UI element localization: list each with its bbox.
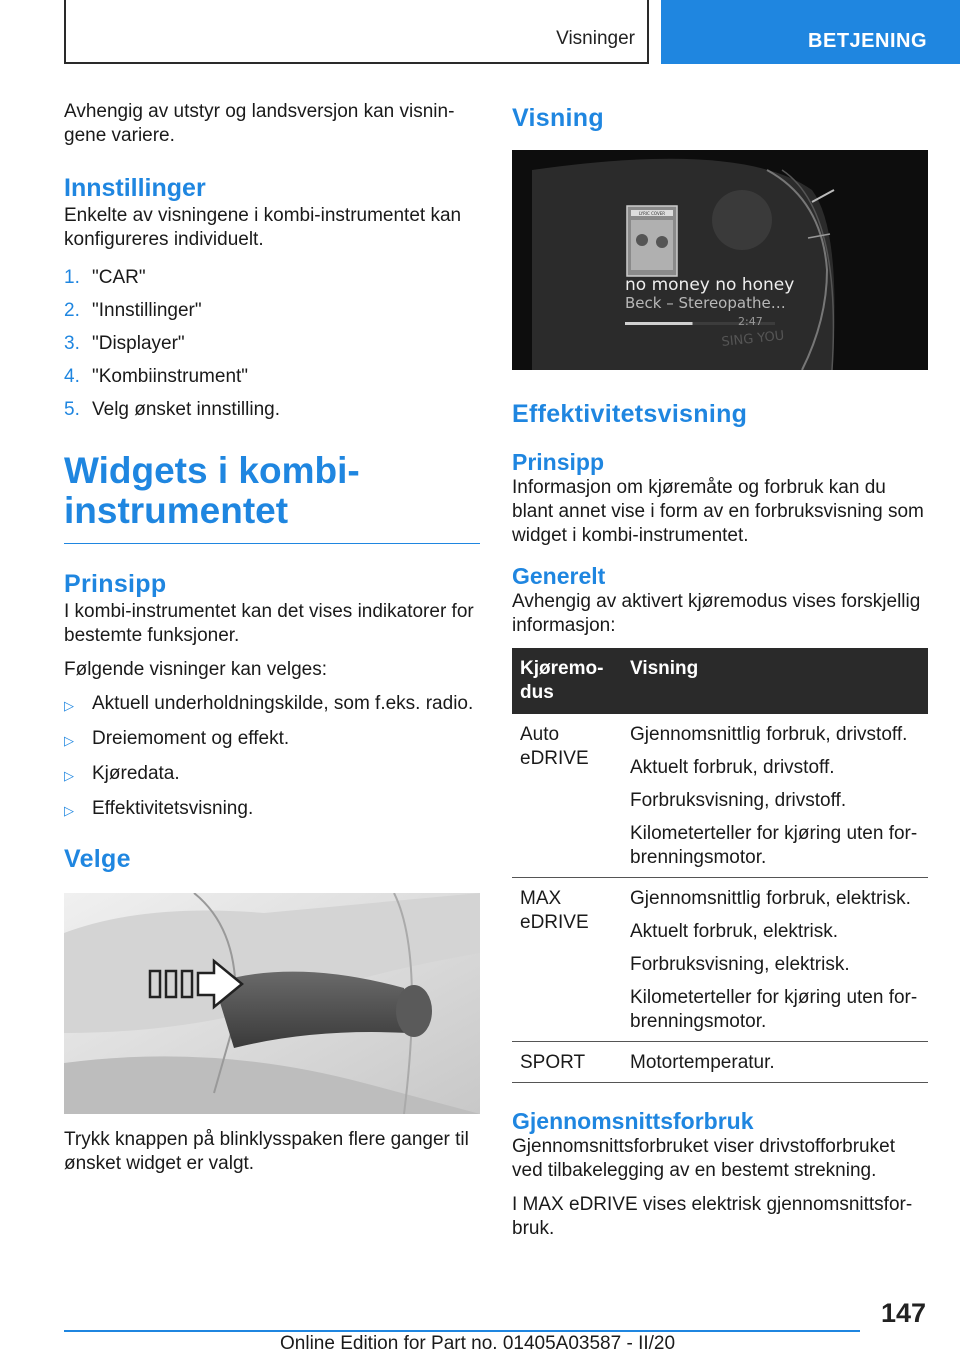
triangle-bullet-icon: ▷ [64,733,74,748]
view-line: Kilometerteller for kjøring uten for-brenningsmotor. [630,823,918,868]
select-caption: Trykk knappen på blinklysspaken flere ganger til ønsket widget er valgt. [64,1129,469,1174]
list-item-text: Kjøredata. [92,763,180,784]
view-line: Kilometerteller for kjøring uten for-brenningsmotor. [630,987,918,1032]
track-time: 2:47 [738,315,763,328]
select-heading: Velge [64,845,131,873]
step-text: "Displayer" [92,333,185,354]
list-item [64,727,480,753]
list-item [64,797,480,823]
list-item-text: Dreiemoment og effekt. [92,728,290,749]
view-line: Aktuelt forbruk, elektrisk. [630,921,839,942]
average-heading: Gjennomsnittsforbruk [512,1108,754,1134]
widgets-heading-line2: instrumentet [64,490,289,531]
general-heading: Generelt [512,563,606,589]
header-drive-mode: Kjøremo-dus [512,648,622,714]
album-thumb-label: LYRIC COVER [638,211,666,216]
efficiency-heading: Effektivitetsvisning [512,400,748,428]
section-title: Visninger [556,28,635,49]
footer-divider [64,1330,860,1332]
widgets-heading-line1: Widgets i kombi- [64,450,360,491]
principle-text: I kombi-instrumentet kan det vises indikatorer for bestemte funksjoner. [64,601,474,646]
view-line: Forbruksvisning, drivstoff. [630,790,847,811]
mode-cell: Auto eDRIVE [512,714,622,878]
list-item-text: Aktuell underholdningskilde, som f.eks. radio. [92,693,474,714]
principle-heading: Prinsipp [64,570,167,598]
step-number: 5. [64,399,80,420]
step-item [64,332,480,356]
step-item [64,398,480,422]
step-text: Velg ønsket innstilling. [92,399,280,420]
right-column [512,102,928,1251]
table-row [512,714,928,878]
principle-heading-right: Prinsipp [512,449,605,475]
list-item [64,762,480,788]
principle-text-right: Informasjon om kjøremåte og forbruk kan du blant annet vise i form av en forbruksvisning som widget i kombi-instrumentet. [512,477,924,546]
view-line: Gjennomsnittlig forbruk, drivstoff. [630,724,908,745]
artist-name: Beck – Stereopathe… [625,294,786,312]
settings-heading: Innstillinger [64,174,206,202]
view-heading: Visning [512,104,604,132]
song-title: no money no honey [625,275,795,295]
widgets-heading [64,451,480,544]
triangle-bullet-icon: ▷ [64,698,74,713]
following-text: Følgende visninger kan velges: [64,659,327,680]
view-line: Forbruksvisning, elektrisk. [630,954,850,975]
mode-cell: MAX eDRIVE [512,878,622,1042]
stalk-illustration [64,893,480,1114]
intro-text: Avhengig av utstyr og landsversjon kan visnin-gene variere. [64,101,455,146]
table-row [512,1042,928,1083]
general-text: Avhengig av aktivert kjøremodus vises forskjellig informasjon: [512,591,921,636]
settings-text: Enkelte av visningene i kombi-instrumentet kan konfigureres individuelt. [64,205,462,250]
average-text-1: Gjennomsnittsforbruket viser drivstofforbruket ved tilbakelegging av en bestemt strekning. [512,1136,895,1181]
triangle-bullet-icon: ▷ [64,803,74,818]
step-number: 4. [64,366,80,387]
header-view: Visning [622,648,928,714]
instrument-display-image [512,150,928,370]
settings-steps [64,266,480,422]
table-header-row [512,648,928,714]
list-item [64,692,480,718]
widget-list [64,692,480,823]
view-cell [622,1042,928,1083]
left-column [64,100,480,1186]
step-item [64,266,480,290]
drive-mode-table [512,648,928,1083]
step-number: 1. [64,267,80,288]
view-line: Gjennomsnittlig forbruk, elektrisk. [630,888,911,909]
background-lyric-text: SING YOU [720,328,786,350]
step-number: 2. [64,300,80,321]
page-number: 147 [880,1298,926,1328]
table-row [512,878,928,1042]
chapter-tab [661,0,960,64]
track-progress-fill [625,322,693,325]
average-text-2: I MAX eDRIVE vises elektrisk gjennomsnittsfor-bruk. [512,1194,913,1239]
triangle-bullet-icon: ▷ [64,768,74,783]
view-line: Motortemperatur. [630,1052,775,1073]
list-item-text: Effektivitetsvisning. [92,798,254,819]
cluster-display [512,150,928,370]
view-line: Aktuelt forbruk, drivstoff. [630,757,835,778]
step-number: 3. [64,333,80,354]
chapter-title: BETJENING [808,30,927,52]
step-text: "Kombiinstrument" [92,366,249,387]
mode-cell: SPORT [512,1042,622,1083]
step-item [64,365,480,389]
edition-note: Online Edition for Part no. 01405A03587 - II/20 [280,1333,676,1354]
view-cell [622,714,928,878]
step-text: "CAR" [92,267,146,288]
step-item [64,299,480,323]
view-cell [622,878,928,1042]
header-section-box [64,0,649,64]
step-text: "Innstillinger" [92,300,202,321]
turn-signal-stalk-image [64,893,480,1114]
